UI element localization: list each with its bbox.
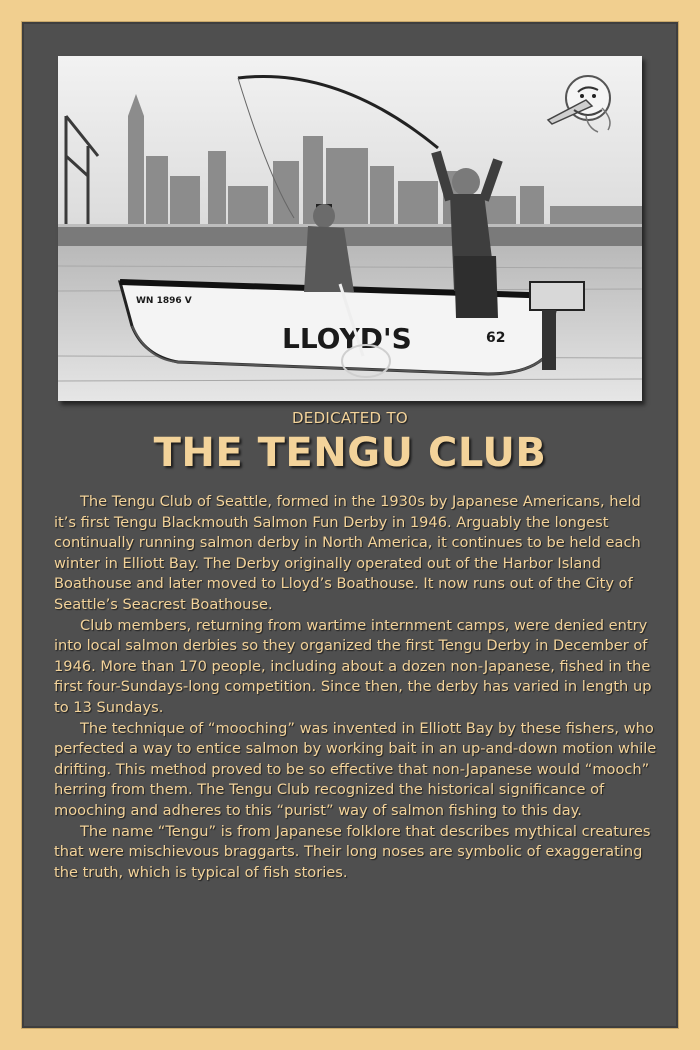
fishing-boat-photo — [58, 56, 642, 401]
boat-name: LLOYD'S — [282, 322, 412, 355]
plaque-body — [54, 492, 666, 883]
plaque — [22, 22, 678, 1028]
paragraph-mooching: The technique of “mooching” was invented in Elliott Bay by these fishers, who perfected a way to entice salmon by working bait in an up-and-down motion while drifting. This method proved to be so effective that non-Japanese would “mooch” herring from them. The Tengu Club recognized the historical significance of mooching and adheres to this “purist” way of salmon fishing to this day. — [54, 719, 657, 819]
boat-number: 62 — [486, 330, 506, 346]
paragraph-history: The Tengu Club of Seattle, formed in the 1930s by Japanese Americans, held it’s first Tengu Blackmouth Salmon Fun Derby in 1946. Arguably the longest continually running salmon derby in North America, it continues to be held each winter in Elliott Bay. The Derby originally operated out of the Harbor Island Boathouse and later moved to Lloyd’s Boathouse. It now runs out of the City of Seattle’s Seacrest Boathouse. — [54, 493, 641, 613]
plaque-title: THE TENGU CLUB — [153, 430, 547, 476]
boat-registration: WN 1896 V — [136, 296, 192, 306]
dedication-line: DEDICATED TO — [291, 409, 409, 427]
paragraph-tengu-name: The name “Tengu” is from Japanese folklore that describes mythical creatures that were mischievous braggarts. Their long noses are symbolic of exaggerating the truth, which is typical of fish stories. — [54, 822, 651, 881]
historic-photo — [58, 56, 642, 401]
paragraph-internment: Club members, returning from wartime internment camps, were denied entry into local salmon derbies so they organized the first Tengu Derby in December of 1946. More than 170 people, including about a dozen non-Japanese, fished in the first four-Sundays-long competition. Since then, the derby has varied in length up to 13 Sundays. — [54, 616, 652, 716]
